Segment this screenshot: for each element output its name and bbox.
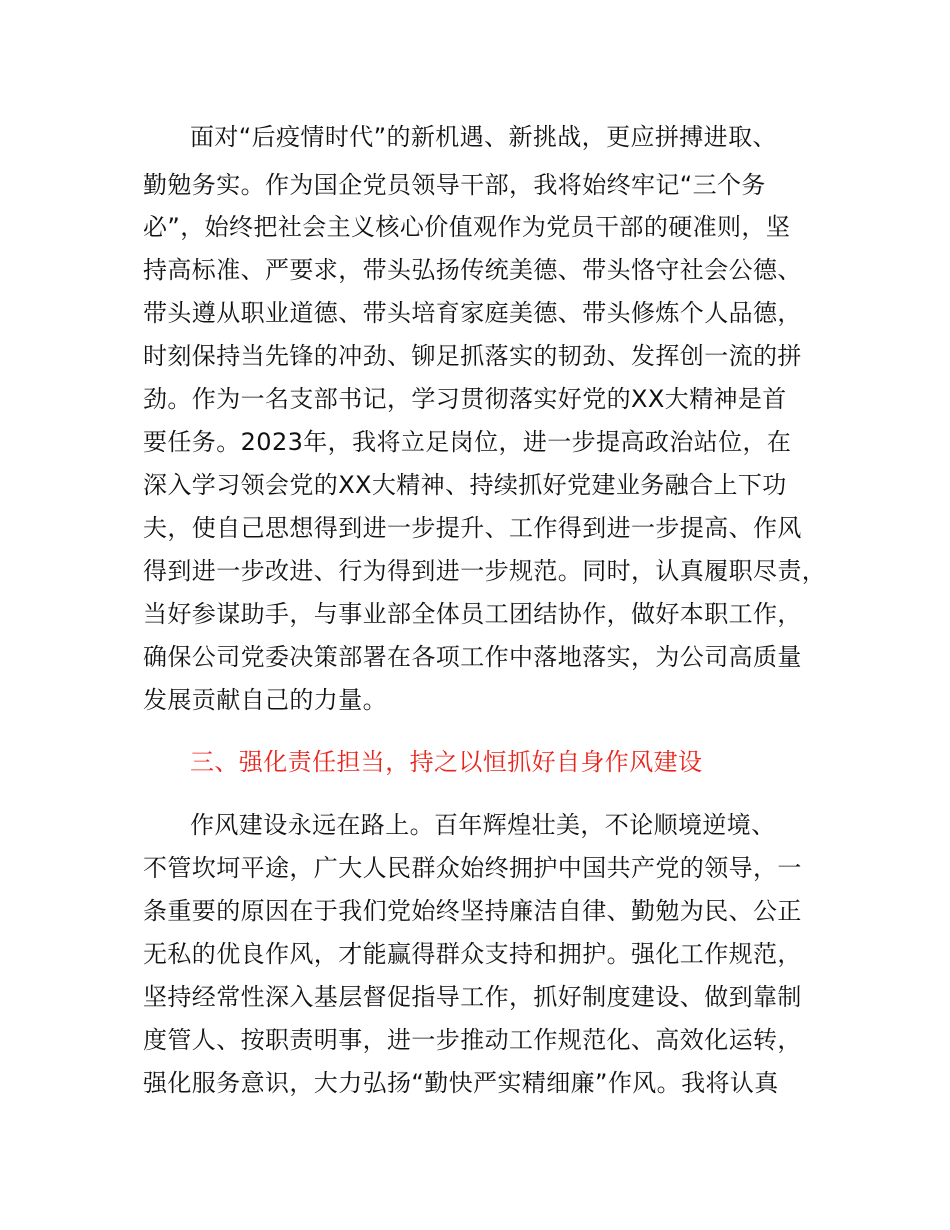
paragraph-1-line-14: 发展贡献自己的力量。: [143, 686, 387, 714]
paragraph-2-line-3: 条重要的原因在于我们党始终坚持廉洁自律、勤勉为民、公正: [143, 897, 802, 925]
paragraph-1-line-4: 持高标准、严要求，带头弘扬传统美德、带头恪守社会公德、: [143, 256, 802, 284]
paragraph-1-line-6: 时刻保持当先锋的冲劲、铆足抓落实的韧劲、发挥创一流的拼: [143, 342, 802, 370]
paragraph-1-line-13: 确保公司党委决策部署在各项工作中落地落实，为公司高质量: [143, 643, 802, 671]
paragraph-1-line-10: 夫，使自己思想得到进一步提升、工作得到进一步提高、作风: [143, 514, 802, 542]
section-heading: 三、强化责任担当，持之以恒抓好自身作风建设: [190, 748, 703, 776]
paragraph-1-line-2: 勤勉务实。作为国企党员领导干部，我将始终牢记“三个务: [143, 171, 766, 199]
paragraph-2-line-6: 度管人、按职责明事，进一步推动工作规范化、高效化运转，: [143, 1026, 802, 1054]
paragraph-1-line-5: 带头遵从职业道德、带头培育家庭美德、带头修炼个人品德，: [143, 299, 802, 327]
paragraph-1-line-11: 得到进一步改进、行为得到进一步规范。同时，认真履职尽责，: [143, 557, 827, 585]
paragraph-2-line-4: 无私的优良作风，才能赢得群众支持和拥护。强化工作规范，: [143, 940, 802, 968]
paragraph-1-line-8: 要任务。2023年，我将立足岗位，进一步提高政治站位，在: [143, 428, 792, 456]
paragraph-1-line-3: 必”，始终把社会主义核心价值观作为党员干部的硬准则，坚: [143, 213, 791, 241]
paragraph-2-line-7: 强化服务意识，大力弘扬“勤快严实精细廉”作风。我将认真: [143, 1069, 779, 1097]
paragraph-2-line-2: 不管坎坷平途，广大人民群众始终拥护中国共产党的领导，一: [143, 854, 802, 882]
paragraph-1-line-7: 劲。作为一名支部书记，学习贯彻落实好党的XX大精神是首: [143, 385, 787, 413]
paragraph-2-line-1: 作风建设永远在路上。百年辉煌壮美，不论顺境逆境、: [190, 811, 776, 839]
paragraph-1-line-12: 当好参谋助手，与事业部全体员工团结协作，做好本职工作，: [143, 600, 802, 628]
paragraph-1-line-9: 深入学习领会党的XX大精神、持续抓好党建业务融合上下功: [143, 471, 787, 499]
paragraph-2-line-5: 坚持经常性深入基层督促指导工作，抓好制度建设、做到靠制: [143, 983, 802, 1011]
paragraph-1-line-1: 面对“后疫情时代”的新机遇、新挑战，更应拼搏进取、: [190, 123, 777, 151]
